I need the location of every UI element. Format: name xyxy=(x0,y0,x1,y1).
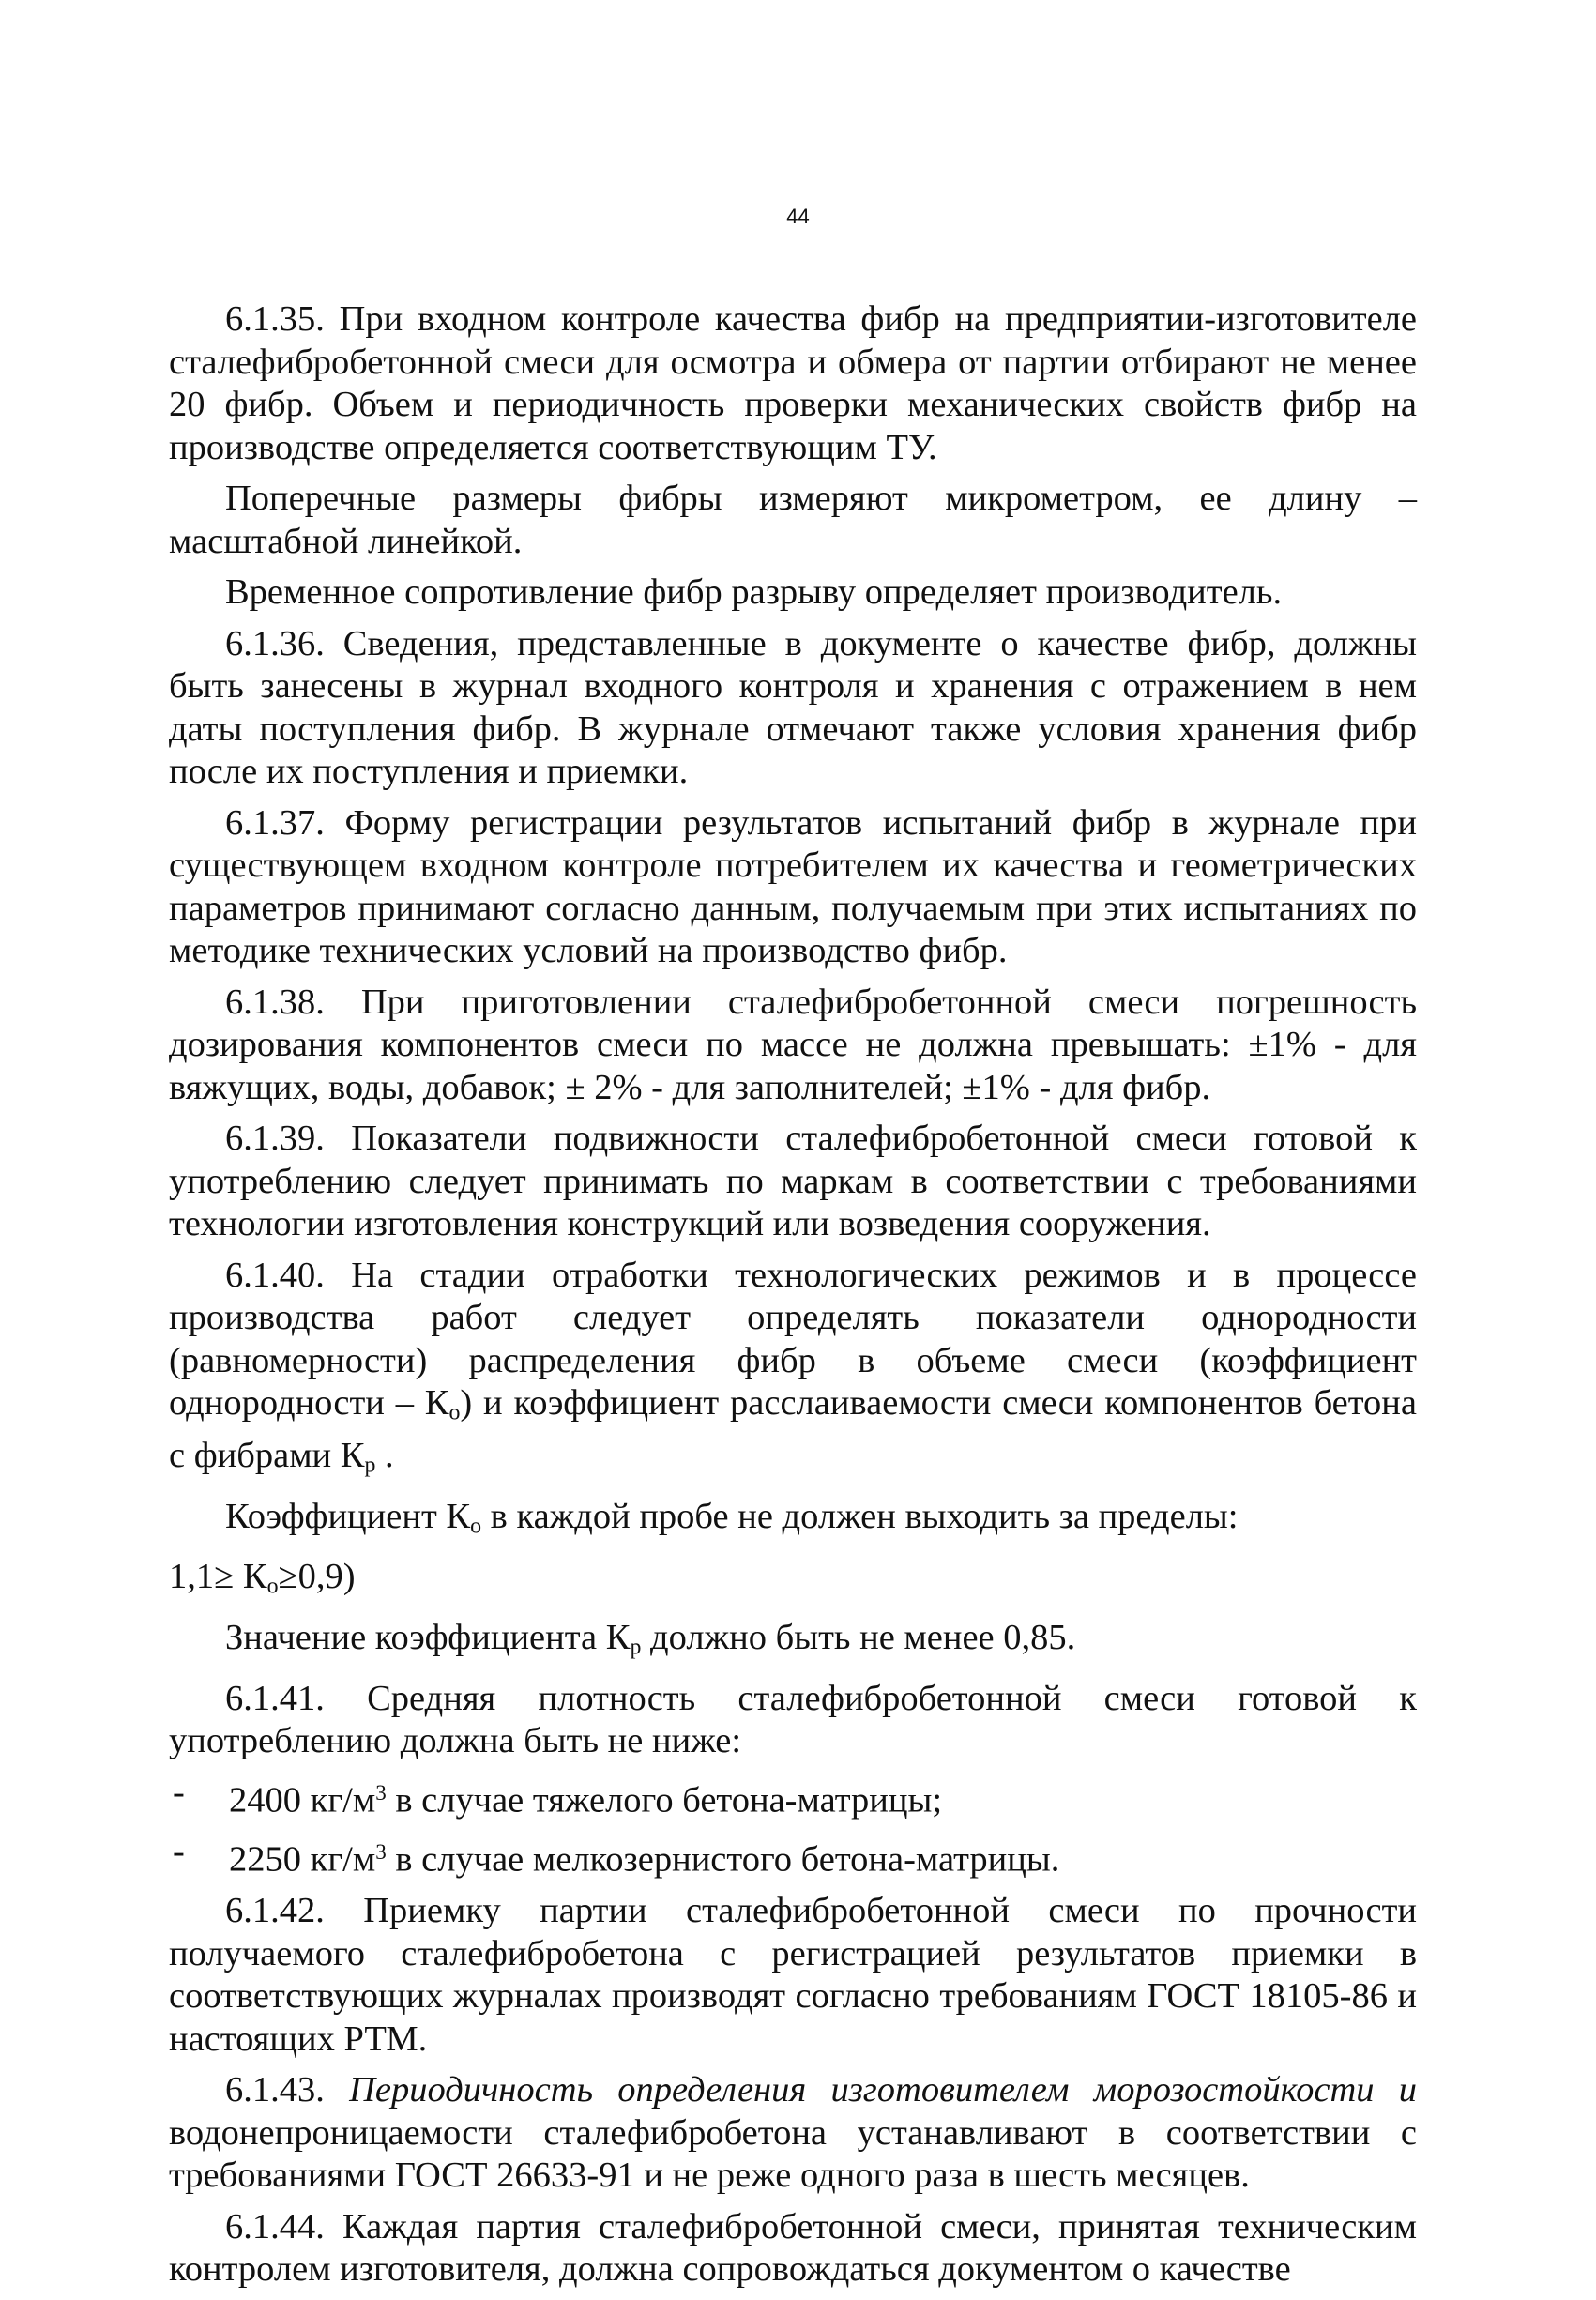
text-span: водонепроницаемости сталефибробетона устанавливают в соответствии с требованиями ГОСТ 26633-91 и не реже одного раза в шесть месяцев. xyxy=(169,2112,1417,2196)
superscript: 3 xyxy=(375,1838,387,1864)
page-number: 44 xyxy=(786,205,810,228)
paragraph-ko-range xyxy=(169,1556,1417,1608)
list-item-text xyxy=(229,1831,1059,1881)
text-span: 6.1.40. На стадии отработки технологических режимов и в процессе производства работ следует определять показатели однородности (равномерности) распределения фибр в объеме смеси (коэффициент однородности – К xyxy=(169,1255,1417,1423)
paragraph-6-1-40 xyxy=(169,1255,1417,1487)
superscript: 3 xyxy=(375,1779,387,1805)
text-span: 2400 кг/м xyxy=(229,1780,376,1820)
text-span: ) и коэффициент расслаиваемости смеси компонентов бетона с фибрами К xyxy=(169,1383,1417,1475)
subscript: р xyxy=(630,1635,642,1660)
paragraph-6-1-35: 6.1.35. При входном контроле качества фибр на предприятии-изготовителе сталефибробетонной смеси для осмотра и обмера от партии отбирают не менее 20 фибр. Объем и периодичность проверки механических свойств фибр на производстве определяется соответствующим ТУ. xyxy=(169,299,1417,467)
list-item xyxy=(169,1831,1417,1881)
text-span: Коэффициент К xyxy=(225,1496,471,1536)
text-span: 6.1.43. xyxy=(225,2070,350,2110)
paragraph-6-1-36: 6.1.36. Сведения, представленные в документе о качестве фибр, должны быть занесены в журнал входного контроля и хранения с отражением в нем даты поступления фибр. В журнале отмечают также условия хранения фибр после их поступления и приемки. xyxy=(169,623,1417,791)
paragraph-6-1-39: 6.1.39. Показатели подвижности сталефибробетонной смеси готовой к употреблению следует принимать по маркам в соответствии с требованиями технологии изготовления конструкций или возведения сооружения. xyxy=(169,1119,1417,1243)
paragraph-6-1-38: 6.1.38. При приготовлении сталефибробетонной смеси погрешность дозирования компонентов смеси по массе не должна превышать: ±1% - для вяжущих, воды, добавок; ± 2% - для заполнителей; ±1% - для фибр. xyxy=(169,982,1417,1107)
text-span: 1,1≥ К xyxy=(169,1557,267,1597)
text-span: Значение коэффициента К xyxy=(225,1618,631,1657)
paragraph-6-1-42: 6.1.42. Приемку партии сталефибробетонной смеси по прочности получаемого сталефибробетона с регистрацией результатов приемки в соответствующих журналах производят согласно требованиям ГОСТ 18105-86 и настоящих РТМ. xyxy=(169,1891,1417,2059)
paragraph-6-1-44: 6.1.44. Каждая партия сталефибробетонной смеси, принятая техническим контролем изготовителя, должна сопровождаться документом о качестве xyxy=(169,2206,1417,2290)
paragraph-6-1-37: 6.1.37. Форму регистрации результатов испытаний фибр в журнале при существующем входном контроле потребителем их качества и геометрических параметров принимают согласно данным, получаемым при этих испытаниях по методике технических условий на производство фибр. xyxy=(169,802,1417,970)
text-span: . xyxy=(375,1435,394,1475)
paragraph-cross-dimensions: Поперечные размеры фибры измеряют микрометром, ее длину – масштабной линейкой. xyxy=(169,479,1417,561)
text-span: в случае мелкозернистого бетона-матрицы. xyxy=(386,1839,1060,1880)
text-span: в случае тяжелого бетона-матрицы; xyxy=(386,1780,943,1820)
text-span: должно быть не менее 0,85. xyxy=(641,1618,1076,1657)
subscript: о xyxy=(266,1574,279,1599)
list-item xyxy=(169,1772,1417,1822)
list-dash: - xyxy=(173,1831,185,1871)
subscript: о xyxy=(448,1400,461,1425)
list-item-text xyxy=(229,1772,942,1822)
text-span: в каждой пробе не должен выходить за пределы: xyxy=(481,1496,1239,1536)
list-dash: - xyxy=(173,1772,185,1812)
document-body xyxy=(169,298,1417,2300)
paragraph-kp-value xyxy=(169,1617,1417,1669)
paragraph-coefficient-ko xyxy=(169,1496,1417,1548)
subscript: о xyxy=(470,1513,482,1538)
paragraph-6-1-43 xyxy=(169,2069,1417,2198)
text-span: ≥0,9) xyxy=(278,1557,356,1597)
paragraph-tensile-strength: Временное сопротивление фибр разрыву определяет производитель. xyxy=(225,572,1283,612)
text-span: 2250 кг/м xyxy=(229,1839,376,1880)
subscript: р xyxy=(364,1453,376,1477)
paragraph-6-1-41: 6.1.41. Средняя плотность сталефибробетонной смеси готовой к употреблению должна быть не ниже: xyxy=(169,1678,1417,1761)
italic-text: Периодичность определения изготовителем морозостойкости и xyxy=(349,2070,1417,2110)
